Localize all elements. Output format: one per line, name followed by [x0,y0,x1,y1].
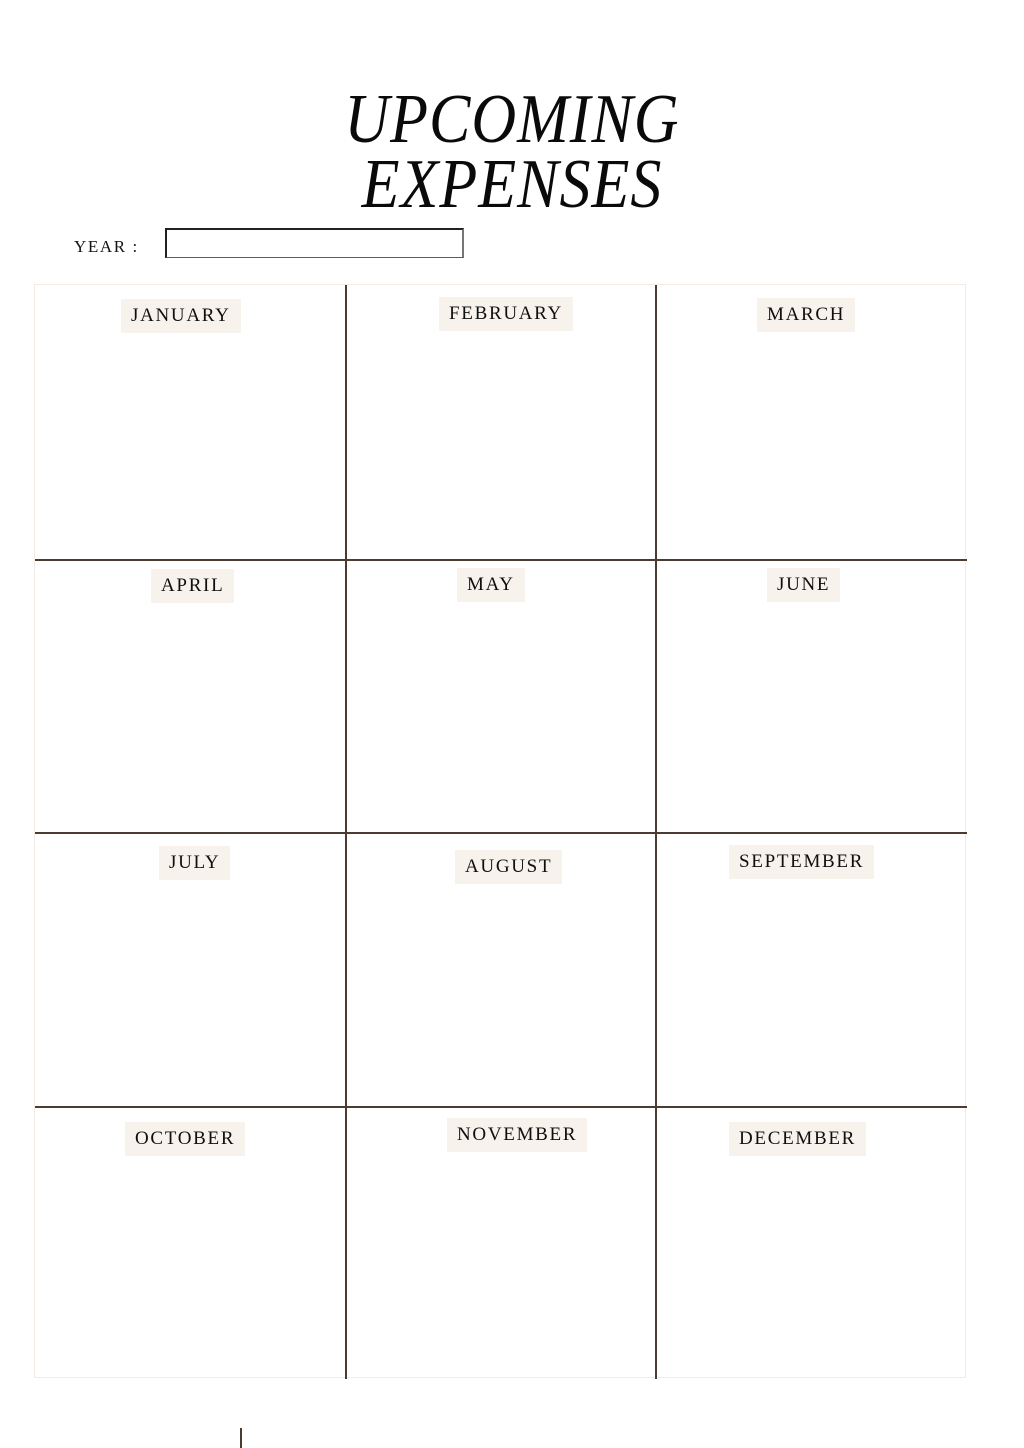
month-cell-september[interactable] [655,832,965,1106]
month-cell-april[interactable] [35,559,345,833]
month-cell-january[interactable] [35,285,345,559]
month-grid-row [35,1106,965,1380]
month-label-january: JANUARY [121,299,241,333]
month-label-may: MAY [457,568,525,602]
year-input[interactable] [165,228,464,258]
month-label-march: MARCH [757,298,855,332]
year-field-row [74,228,464,258]
month-grid [34,284,966,1378]
grid-divider-row3 [35,1106,967,1108]
month-label-september: SEPTEMBER [729,845,874,879]
month-cell-december[interactable] [655,1106,965,1380]
month-label-october: OCTOBER [125,1122,245,1156]
month-cell-june[interactable] [655,559,965,833]
month-label-july: JULY [159,846,230,880]
month-cell-may[interactable] [345,559,655,833]
month-cell-february[interactable] [345,285,655,559]
page-title [0,81,1024,223]
month-cell-march[interactable] [655,285,965,559]
month-grid-row [35,559,965,833]
month-grid-row [35,285,965,559]
month-cell-august[interactable] [345,832,655,1106]
month-grid-row [35,832,965,1106]
grid-divider-row1 [35,559,967,561]
month-label-november: NOVEMBER [447,1118,587,1152]
page-title-line-2: EXPENSES [361,146,663,223]
year-label: YEAR : [74,237,139,256]
month-label-december: DECEMBER [729,1122,866,1156]
month-cell-october[interactable] [35,1106,345,1380]
month-cell-november[interactable] [345,1106,655,1380]
page-bottom-tick-mark [240,1428,242,1448]
month-label-august: AUGUST [455,850,562,884]
page-title-line-1: UPCOMING [344,81,680,158]
month-label-february: FEBRUARY [439,297,573,331]
grid-divider-row2 [35,832,967,834]
month-label-april: APRIL [151,569,234,603]
month-label-june: JUNE [767,568,840,602]
month-cell-july[interactable] [35,832,345,1106]
